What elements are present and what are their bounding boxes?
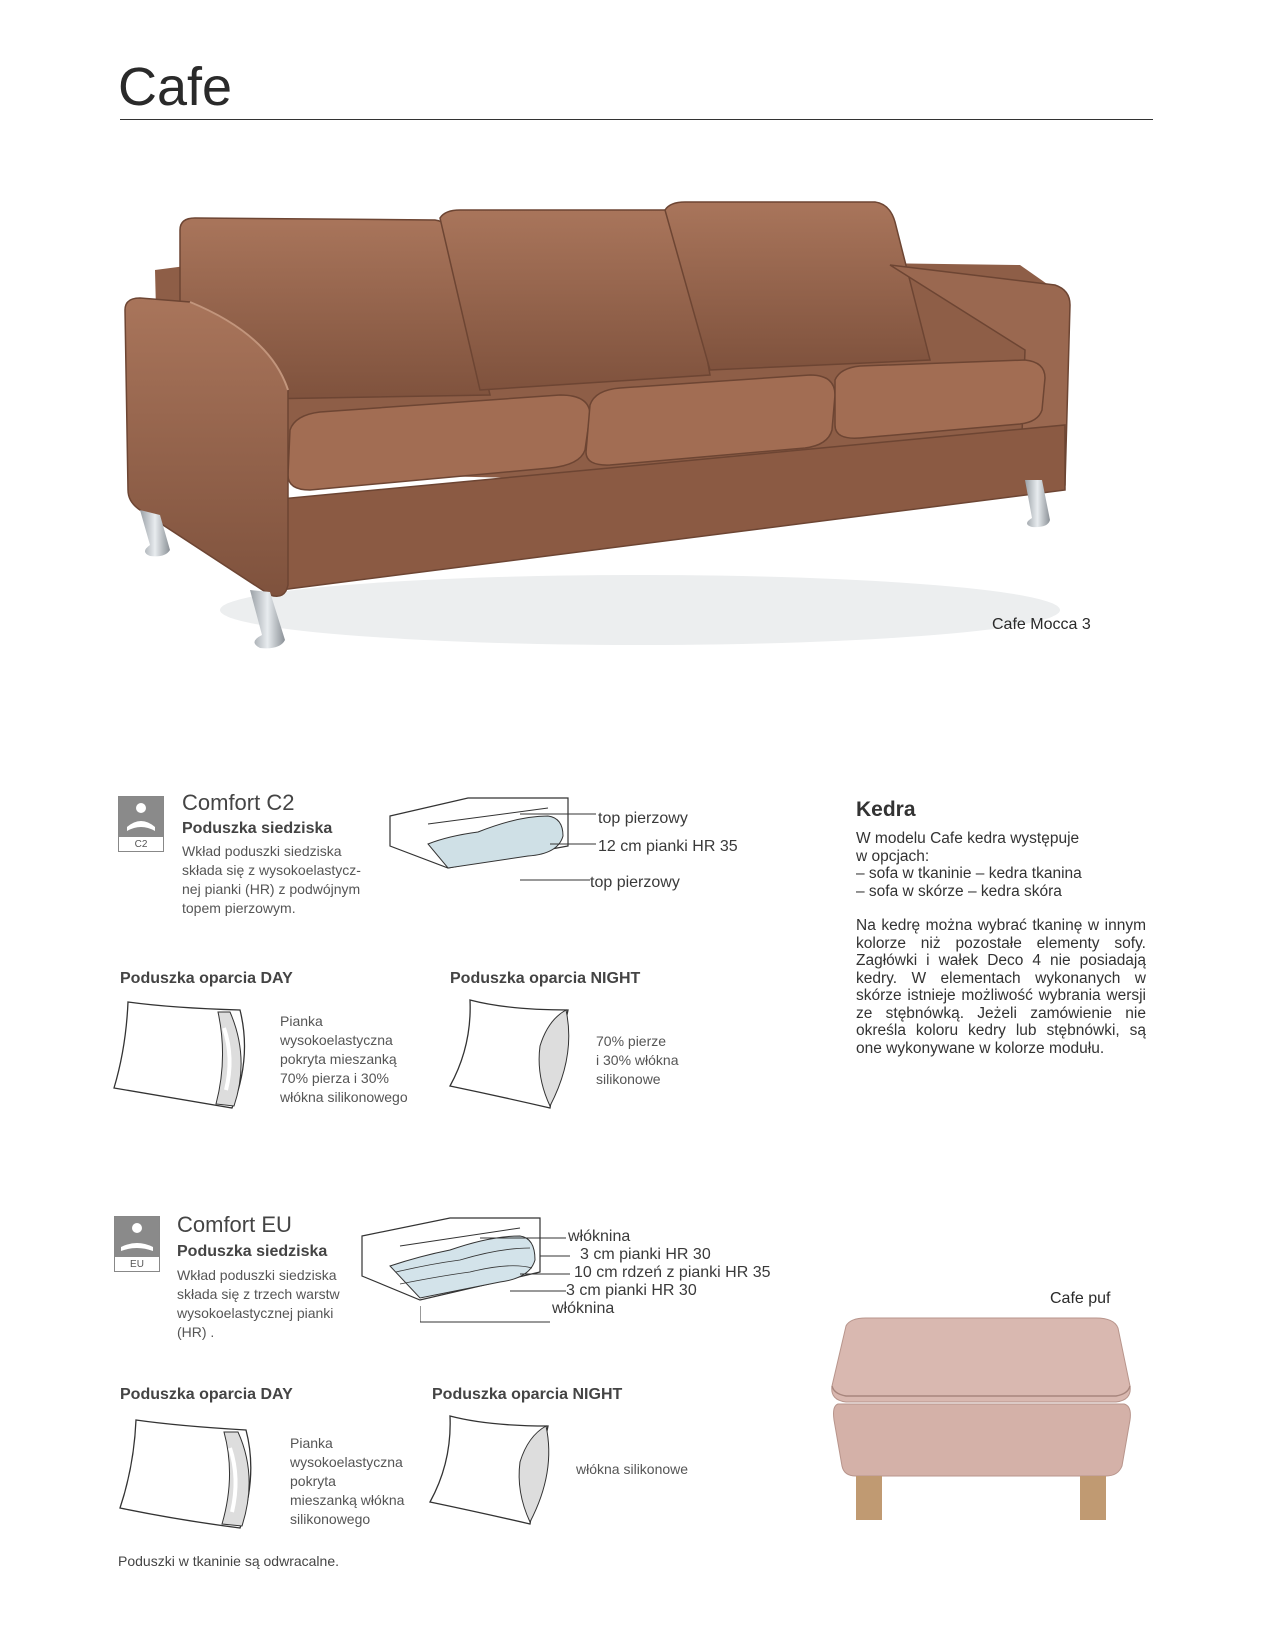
comfort-c2-seat-heading: Poduszka siedziska — [182, 820, 333, 837]
c2-label-core: 12 cm pianki HR 35 — [598, 838, 738, 855]
puf-image — [826, 1316, 1136, 1522]
c2-seat-leaders — [520, 810, 600, 885]
c2-label-bottom: top pierzowy — [590, 874, 680, 891]
eu-label-3: 10 cm rdzeń z pianki HR 35 — [574, 1264, 771, 1281]
eu-label-4: 3 cm pianki HR 30 — [566, 1282, 697, 1299]
comfort-c2-icon — [118, 796, 164, 852]
comfort-code: EU — [130, 1259, 144, 1270]
comfort-person-icon — [119, 797, 163, 837]
eu-label-1: włóknina — [568, 1228, 631, 1245]
comfort-eu-seat-heading: Poduszka siedziska — [177, 1243, 328, 1260]
eu-day-cushion — [118, 1416, 268, 1534]
c2-label-top: top pierzowy — [598, 810, 688, 827]
c2-night-heading: Poduszka oparcia NIGHT — [450, 970, 641, 987]
sofa-caption: Cafe Mocca 3 — [992, 616, 1091, 633]
eu-day-heading: Poduszka oparcia DAY — [120, 1386, 293, 1403]
comfort-eu-seat-desc: Wkład poduszki siedziska składa się z trzech warstw wysokoelastycznej pianki (HR) . — [177, 1267, 340, 1340]
eu-night-cushion — [428, 1412, 558, 1528]
c2-night-cushion — [448, 996, 578, 1112]
kedra-body: Na kedrę można wybrać tkaninę w innym kolorze niż pozostałe elementy sofy. Zagłówki i wałek Deco 4 nie posiadają kedry. W elementach wykonanych w skórze istnieje możliwość wybrania wersji ze stębnówką. Jeżeli zamówienie nie określa koloru kedry lub stębnówki, są one wykonywane w kolorze modułu. — [856, 917, 1146, 1057]
footer-note: Poduszki w tkaninie są odwracalne. — [118, 1553, 340, 1569]
c2-day-heading: Poduszka oparcia DAY — [120, 970, 293, 987]
comfort-code: C2 — [134, 839, 148, 850]
comfort-person-icon — [115, 1217, 159, 1257]
puf-caption: Cafe puf — [1050, 1290, 1111, 1307]
comfort-c2-seat-desc: Wkład poduszki siedziska składa się z wysokoelastycz- nej pianki (HR) z podwójnym topem pierzowym. — [182, 843, 361, 916]
c2-day-cushion — [112, 998, 262, 1114]
kedra-intro: W modelu Cafe kedra występuje w opcjach: – sofa w tkaninie – kedra tkanina – sofa w skórze – kedra skóra — [856, 830, 1082, 900]
c2-day-desc: Pianka wysokoelastyczna pokryta mieszanką 70% pierza i 30% włókna silikonowego — [280, 1013, 408, 1105]
comfort-eu-title: Comfort EU — [177, 1212, 292, 1237]
eu-night-heading: Poduszka oparcia NIGHT — [432, 1386, 623, 1403]
comfort-eu-icon — [114, 1216, 160, 1272]
comfort-c2-title: Comfort C2 — [182, 790, 295, 815]
kedra-heading: Kedra — [856, 798, 916, 821]
sofa-image — [120, 190, 1120, 690]
eu-label-5: włóknina — [552, 1300, 615, 1317]
eu-day-desc: Pianka wysokoelastyczna pokryta mieszanką włókna silikonowego — [290, 1435, 405, 1527]
page-title: Cafe — [118, 57, 233, 117]
eu-label-2: 3 cm pianki HR 30 — [580, 1246, 711, 1263]
eu-night-desc: włókna silikonowe — [576, 1461, 689, 1477]
c2-night-desc: 70% pierze i 30% włókna silikonowe — [596, 1033, 679, 1087]
title-divider — [120, 119, 1153, 120]
